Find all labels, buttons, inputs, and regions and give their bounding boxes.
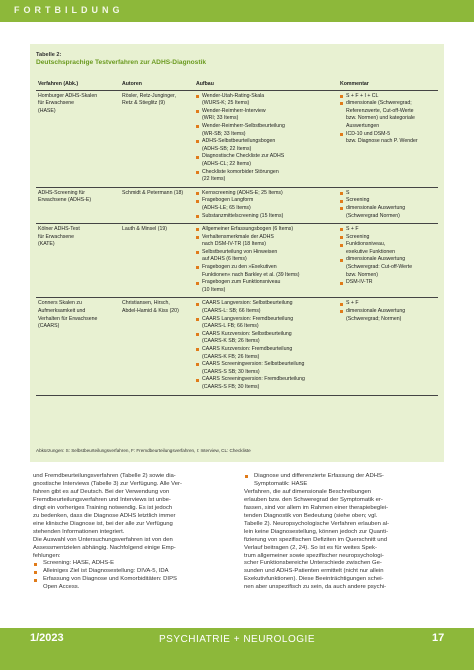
aufbau-item-line: (CAARS-K SB; 26 Items) bbox=[202, 338, 260, 345]
body-line: eine klinische Diagnose ist, bei der alle zur Verfügung bbox=[33, 520, 173, 527]
aufbau-item-line: CAARS Langversion: Selbstbeurteilung bbox=[202, 300, 293, 307]
kommentar-item bbox=[340, 256, 436, 279]
right-text-column bbox=[244, 473, 440, 592]
list-item-line: Diagnose und differenzierte Erfassung der ADHS- bbox=[254, 473, 384, 479]
aufbau-item-line: (CAARS-K FB; 26 Items) bbox=[202, 353, 260, 360]
cell-verfahren bbox=[36, 298, 120, 395]
aufbau-item-line: (22 Items) bbox=[202, 176, 226, 183]
body-line: nen aber unspezifisch zu sein, da auch andere psychi- bbox=[244, 584, 387, 591]
kommentar-item-line: dimensionale Auswertung bbox=[346, 308, 406, 315]
verfahren-line: Verhalten für Erwachsene bbox=[38, 315, 98, 322]
verfahren-line: Homburger ADHS-Skalen bbox=[38, 92, 98, 99]
aufbau-item-line: (CAARS-S FB; 30 Items) bbox=[202, 383, 260, 390]
kommentar-item-line: bzw. Normen) bbox=[346, 271, 378, 278]
body-line: Exekutivfunktionen). Diese Beeinträchtigungen schei- bbox=[244, 576, 384, 583]
aufbau-item-line: Kernscreening (ADHS-E; 25 Items) bbox=[202, 189, 283, 196]
aufbau-item bbox=[196, 153, 336, 168]
table-row bbox=[36, 298, 438, 395]
body-line: tenden Diagnostik von Bedeutung (siehe oben; vgl. bbox=[244, 512, 378, 519]
kommentar-item bbox=[340, 300, 436, 308]
footer-bar bbox=[0, 628, 474, 670]
autoren-line: Retz & Stieglitz (9) bbox=[122, 100, 165, 107]
cell-kommentar bbox=[338, 298, 438, 395]
aufbau-item-line: nach DSM-IV-TR (18 Items) bbox=[202, 241, 266, 248]
kommentar-item-line: Screening bbox=[346, 233, 370, 240]
table-header-row bbox=[36, 80, 438, 90]
aufbau-item-line: CAARS Kurzversion: Selbstbeurteilung bbox=[202, 330, 292, 337]
aufbau-item-line: (WURS-K; 25 Items) bbox=[202, 100, 250, 107]
body-line: fehlungen: bbox=[33, 552, 61, 559]
kommentar-item-line: DSM-IV-TR bbox=[346, 279, 373, 286]
aufbau-item-line: (CAARS-S SB; 30 Items) bbox=[202, 368, 260, 375]
aufbau-item bbox=[196, 190, 336, 198]
verfahren-line: (KATE) bbox=[38, 241, 55, 248]
aufbau-item-line: Verhaltensmerkmale der ADHS bbox=[202, 233, 274, 240]
kommentar-item-line: bzw. Diagnose nach P. Wender bbox=[346, 138, 418, 145]
kommentar-item bbox=[340, 241, 436, 256]
verfahren-line: Kölner ADHS-Test bbox=[38, 226, 80, 233]
aufbau-item bbox=[196, 213, 336, 221]
kommentar-item bbox=[340, 100, 436, 130]
aufbau-item-line: Substanzmittelscreening (15 Items) bbox=[202, 212, 284, 219]
body-line: stehenden Informationen integriert. bbox=[33, 528, 125, 535]
kommentar-item bbox=[340, 279, 436, 287]
aufbau-item-line: Fragebogen zum Funktionsniveau bbox=[202, 279, 281, 286]
aufbau-item-line: Diagnostische Checkliste zur ADHS bbox=[202, 153, 285, 160]
aufbau-item bbox=[196, 226, 336, 234]
aufbau-item bbox=[196, 138, 336, 153]
table-row bbox=[36, 90, 438, 187]
kommentar-item-line: dimensionale (Schweregrad; bbox=[346, 100, 412, 107]
kommentar-item-line: dimensionale Auswertung bbox=[346, 256, 406, 263]
body-line: Verlauf beitragen (2, 24). So ist es für weites Spek- bbox=[244, 544, 377, 551]
verfahren-line: (HASE) bbox=[38, 107, 56, 114]
verfahren-line: für Erwachsene bbox=[38, 100, 75, 107]
body-line: Verfahren, die auf dimensionale Beschreibungen bbox=[244, 488, 372, 495]
aufbau-item-line: (10 Items) bbox=[202, 286, 226, 293]
journal-name: PSYCHIATRIE + NEUROLOGIE bbox=[158, 634, 315, 645]
page-number: 17 bbox=[432, 632, 445, 644]
body-line: gnostische Interviews (Tabelle 3) zur Verfügung. Alle Ver- bbox=[33, 480, 182, 487]
body-line: fassen, sind vor allem im Rahmen einer therapiebeglei- bbox=[244, 504, 389, 511]
aufbau-item-line: CAARS Screeningversion: Fremdbeurteilung bbox=[202, 376, 305, 383]
body-line: lein keine Diagnosestellung, können jedoch zur Quanti- bbox=[244, 528, 389, 535]
aufbau-item-line: Allgemeiner Erfassungsbogen (6 Items) bbox=[202, 226, 294, 233]
aufbau-item-line: (CAARS-L FB; 66 Items) bbox=[202, 323, 259, 330]
kommentar-item-line: S + F + I + CL bbox=[346, 92, 379, 99]
kommentar-item bbox=[340, 205, 436, 220]
aufbau-item-line: Wender-Reimherr-Selbstbeurteilung bbox=[202, 122, 285, 129]
body-line: erlauben bzw. den Schweregrad der Symptomatik er- bbox=[244, 496, 383, 503]
left-bullet-list bbox=[33, 560, 229, 592]
table-box bbox=[30, 44, 444, 462]
aufbau-item bbox=[196, 197, 336, 212]
kommentar-item bbox=[340, 131, 436, 146]
cell-aufbau bbox=[194, 298, 338, 395]
autoren-line: Schmidt & Petermann (18) bbox=[122, 189, 184, 196]
aufbau-item bbox=[196, 234, 336, 249]
table-row bbox=[36, 187, 438, 223]
cell-verfahren bbox=[36, 224, 120, 298]
kommentar-item bbox=[340, 226, 436, 234]
aufbau-item-line: Selbstbeurteilung von Hinweisen bbox=[202, 248, 278, 255]
body-line: Die Auswahl von Untersuchungsverfahren ist von den bbox=[33, 536, 173, 543]
list-item bbox=[33, 560, 229, 568]
aufbau-item bbox=[196, 376, 336, 391]
list-item-line: Open Access. bbox=[43, 584, 80, 591]
list-item-line: Erfassung von Diagnose und Komorbiditäten: DIPS bbox=[43, 576, 177, 583]
cell-autoren bbox=[120, 187, 194, 223]
test-table bbox=[36, 80, 438, 396]
kommentar-item-line: S bbox=[346, 189, 350, 196]
aufbau-item bbox=[196, 316, 336, 331]
kommentar-item-line: S + F bbox=[346, 226, 359, 233]
kommentar-item bbox=[340, 308, 436, 323]
body-line: Fremdbeurteilungsverfahren und Interviews ist unbe- bbox=[33, 496, 171, 503]
col-header-autoren: Autoren bbox=[120, 80, 194, 90]
aufbau-item bbox=[196, 300, 336, 315]
kommentar-item-line: (Schweregrad Normen) bbox=[346, 212, 400, 219]
kommentar-item-line: dimensionale Auswertung bbox=[346, 204, 406, 211]
cell-autoren bbox=[120, 224, 194, 298]
table-caption: Tabelle 2: bbox=[36, 52, 62, 58]
verfahren-line: Erwachsene (ADHS-E) bbox=[38, 197, 92, 204]
table-row bbox=[36, 224, 438, 298]
body-line: fahren gibt es auf Deutsch. Bei der Verwendung von bbox=[33, 488, 170, 495]
aufbau-item bbox=[196, 264, 336, 279]
aufbau-item bbox=[196, 93, 336, 108]
list-item-line: Symptomatik: HASE bbox=[254, 480, 308, 487]
aufbau-item bbox=[196, 331, 336, 346]
kommentar-item bbox=[340, 190, 436, 198]
col-header-verfahren: Verfahren (Abk.) bbox=[36, 80, 120, 90]
body-line: scher Funktionsbereiche Unterschiede zwischen Ge- bbox=[244, 560, 382, 567]
cell-autoren bbox=[120, 90, 194, 187]
body-line: trum allgemeiner sowie spezifischer neuropsychologi- bbox=[244, 552, 384, 559]
aufbau-item-line: Wender-Reimherr-Interview bbox=[202, 107, 266, 114]
autoren-line: Lauth & Minsel (19) bbox=[122, 226, 167, 233]
list-item-line: Screening: HASE, ADHS-E bbox=[43, 560, 115, 567]
verfahren-line: (CAARS) bbox=[38, 323, 60, 330]
kommentar-item-line: Screening bbox=[346, 197, 370, 204]
body-line: und Fremdbeurteilungsverfahren (Tabelle 2) sowie dia- bbox=[33, 473, 176, 479]
aufbau-item-line: (CAARS-L: SB; 66 Items) bbox=[202, 308, 261, 315]
right-paragraph bbox=[244, 489, 440, 592]
kommentar-item-line: (Schweregrad: Cut-off-Werte bbox=[346, 264, 413, 271]
aufbau-item-line: Fragebogen zu den »Exekutiven bbox=[202, 264, 277, 271]
verfahren-line: für Erwachsene bbox=[38, 233, 75, 240]
body-line: zu bedenken, dass die Diagnose ADHS letztlich immer bbox=[33, 512, 176, 519]
body-line: Assessmentzielen abhängig. Nachfolgend einige Emp- bbox=[33, 544, 176, 551]
verfahren-line: ADHS-Screening für bbox=[38, 189, 85, 196]
kommentar-item-line: Auswertungen bbox=[346, 122, 380, 129]
verfahren-line: Aufmerksamkeit und bbox=[38, 308, 86, 315]
autoren-line: Christiansen, Hirsch, bbox=[122, 300, 170, 307]
aufbau-item-line: (WRI; 33 Items) bbox=[202, 115, 239, 122]
cell-verfahren bbox=[36, 187, 120, 223]
section-title: FORTBILDUNG bbox=[14, 5, 124, 15]
body-line: fizierung von spezifischen Defiziten im Querschnitt und bbox=[244, 536, 388, 543]
body-line: Tabelle 2). Neuropsychologische Verfahren erlauben al- bbox=[244, 520, 390, 527]
issue-number: 1/2023 bbox=[30, 632, 64, 644]
verfahren-line: Conners Skalen zu bbox=[38, 300, 82, 307]
list-item bbox=[33, 568, 229, 576]
aufbau-item-line: ADHS-Selbstbeurteilungsbogen bbox=[202, 138, 276, 145]
kommentar-item-line: ICD-10 und DSM-5 bbox=[346, 130, 391, 137]
left-text-column bbox=[33, 473, 229, 592]
cell-aufbau bbox=[194, 224, 338, 298]
list-item bbox=[33, 576, 229, 592]
body-line: sunden und ADHS-Patienten ermittelt (nicht nur allein bbox=[244, 568, 384, 575]
aufbau-item bbox=[196, 346, 336, 361]
cell-kommentar bbox=[338, 90, 438, 187]
aufbau-item-line: (ADHS-CL; 22 Items) bbox=[202, 160, 252, 167]
kommentar-item-line: (Schweregrad; Normen) bbox=[346, 315, 402, 322]
aufbau-item-line: auf ADHS (6 Items) bbox=[202, 256, 247, 263]
aufbau-item bbox=[196, 169, 336, 184]
col-header-kommentar: Kommentar bbox=[338, 80, 438, 90]
aufbau-item-line: (WR-SB; 33 Items) bbox=[202, 130, 246, 137]
aufbau-item bbox=[196, 249, 336, 264]
aufbau-item bbox=[196, 279, 336, 294]
kommentar-item-line: bzw. Normen) und kategoriale bbox=[346, 115, 415, 122]
kommentar-item-line: Referenzwerte, Cut-off-Werte bbox=[346, 107, 414, 114]
left-paragraph bbox=[33, 473, 229, 560]
aufbau-item-line: CAARS Screeningversion: Selbstbeurteilung bbox=[202, 361, 305, 368]
kommentar-item-line: Funktionsniveau, bbox=[346, 241, 386, 248]
aufbau-item-line: (ADHS-LE; 65 Items) bbox=[202, 204, 251, 211]
list-item bbox=[244, 473, 440, 489]
kommentar-item bbox=[340, 197, 436, 205]
autoren-line: Rösler, Retz-Junginger, bbox=[122, 92, 176, 99]
cell-verfahren bbox=[36, 90, 120, 187]
cell-autoren bbox=[120, 298, 194, 395]
kommentar-item bbox=[340, 234, 436, 242]
body-line: dingt ein vorheriges Training notwendig. Es ist jedoch bbox=[33, 504, 173, 511]
table-subtitle: Deutschsprachige Testverfahren zur ADHS-Diagnostik bbox=[36, 59, 207, 66]
aufbau-item-line: Checkliste komorbider Störungen bbox=[202, 168, 279, 175]
aufbau-item-line: Wender-Utah-Rating-Skala bbox=[202, 92, 265, 99]
section-header-bar bbox=[0, 0, 474, 22]
aufbau-item-line: Funktionen« nach Barkley et al. (39 Items) bbox=[202, 271, 300, 278]
aufbau-item bbox=[196, 361, 336, 376]
autoren-line: Abdel-Hamid & Kiss (20) bbox=[122, 308, 179, 315]
aufbau-item bbox=[196, 123, 336, 138]
list-item-line: Alleiniges Ziel ist Diagnosestellung: DIVA-5, IDA bbox=[43, 568, 169, 575]
cell-kommentar bbox=[338, 187, 438, 223]
aufbau-item-line: Fragebogen Langform bbox=[202, 197, 254, 204]
aufbau-item-line: CAARS Langversion: Fremdbeurteilung bbox=[202, 315, 294, 322]
abbreviations-note: Abkürzungen: S: Selbstbeurteilungsverfahren, F: Fremdbeurteilungsverfahren, I: Interview, CL: Checkliste bbox=[36, 448, 251, 453]
aufbau-item-line: CAARS Kurzversion: Fremdbeurteilung bbox=[202, 346, 293, 352]
cell-aufbau bbox=[194, 187, 338, 223]
aufbau-item-line: (ADHS-SB; 22 Items) bbox=[202, 145, 252, 152]
kommentar-item-line: exekutive Funktionen bbox=[346, 248, 396, 255]
cell-aufbau bbox=[194, 90, 338, 187]
right-bullet-list bbox=[244, 473, 440, 489]
aufbau-item bbox=[196, 108, 336, 123]
kommentar-item bbox=[340, 93, 436, 101]
kommentar-item-line: S + F bbox=[346, 300, 359, 307]
col-header-aufbau: Aufbau bbox=[194, 80, 338, 90]
cell-kommentar bbox=[338, 224, 438, 298]
